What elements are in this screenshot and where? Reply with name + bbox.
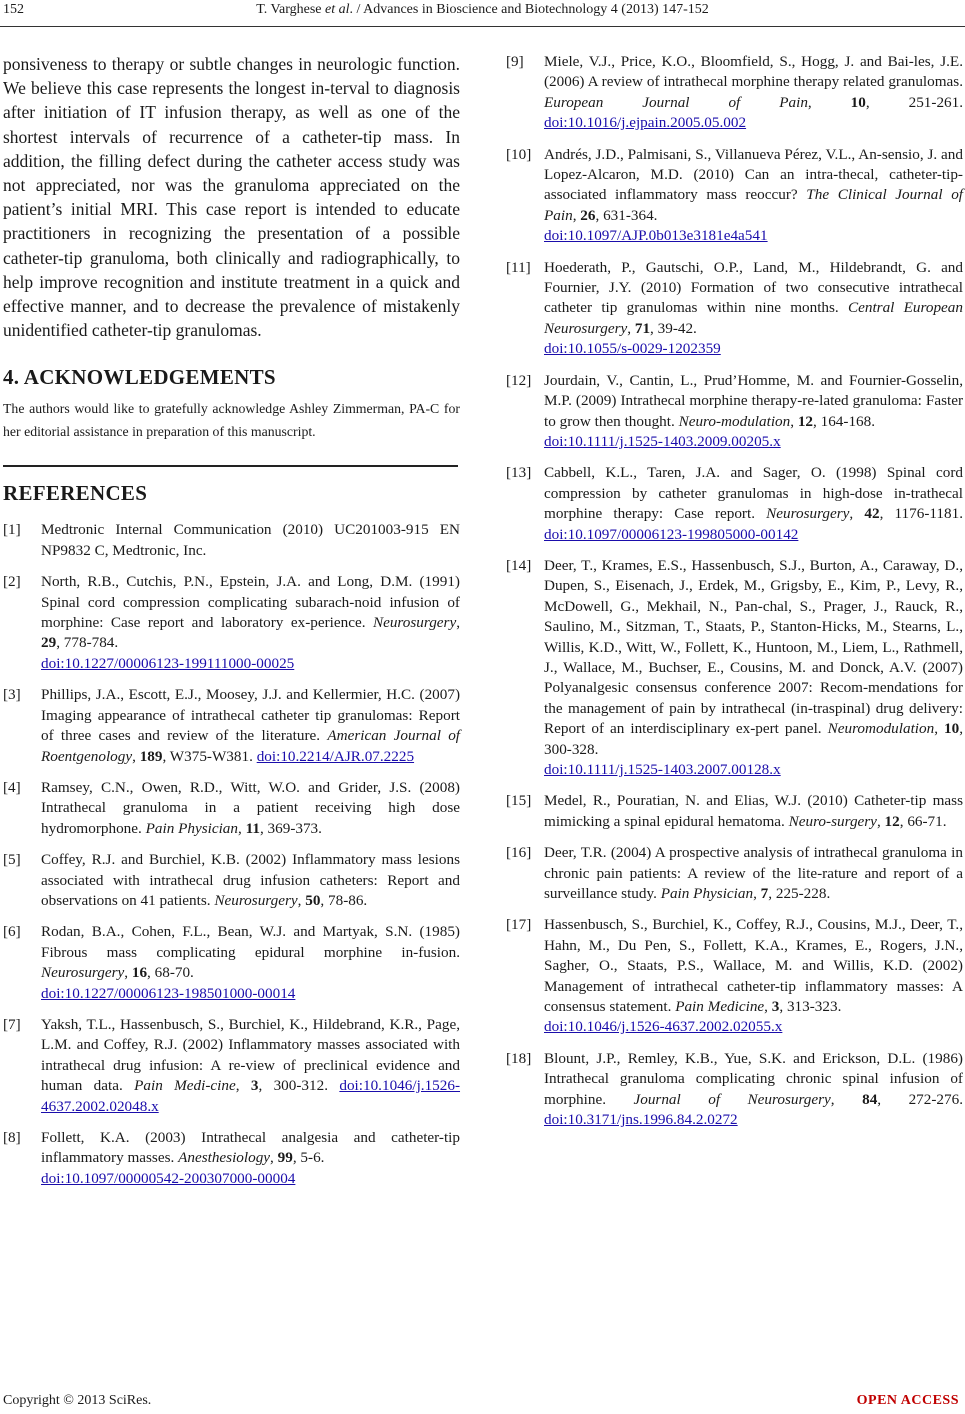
reference-text: Coffey, R.J. and Burchiel, K.B. (2002) Inflammatory mass lesions associated with intrathecal drug infusion catheters: Report and observations on 41 patients.: [41, 851, 460, 909]
reference-number: [1]: [3, 521, 21, 539]
reference-volume: 11: [245, 819, 260, 837]
page-number: 152: [3, 2, 24, 17]
reference-number: [5]: [3, 851, 21, 869]
reference-number: [18]: [506, 1049, 532, 1067]
reference-journal: Neurosurgery: [372, 614, 457, 632]
reference-doi-link[interactable]: doi:10.2214/AJR.07.2225: [256, 747, 415, 765]
reference-volume: 99: [277, 1149, 293, 1167]
reference-text: Cabbell, K.L., Taren, J.A. and Sager, O. (1998) Spinal cord compression by catheter granulomas in high-dose in-trathecal morphine therapy: Case report.: [544, 464, 963, 523]
reference-volume: 10: [850, 93, 866, 111]
reference-pages: , 164-168.: [813, 412, 876, 430]
reference-pages: , 778-784.: [56, 634, 119, 652]
open-access-badge: OPEN ACCESS: [856, 1393, 959, 1408]
reference-journal: Journal of Neurosurgery: [633, 1090, 831, 1108]
reference-volume: 84: [862, 1090, 878, 1108]
reference-number: [15]: [506, 792, 532, 810]
reference-pages: , 66-71.: [899, 812, 947, 830]
reference-volume: 29: [41, 634, 57, 652]
reference-volume: 3: [250, 1077, 259, 1095]
reference-item: [9] Miele, V.J., Price, K.O., Bloomfield, S., Hogg, J. and Bai-les, J.E. (2006) A review of intrathecal morphine therapy related granulomas. European Journal of Pain, 10, 251-261. doi:10.1016/j.ejpain.2005.05.002: [506, 53, 964, 132]
reference-number: [4]: [3, 778, 21, 796]
reference-number: [9]: [506, 53, 524, 70]
reference-journal: Pain Medicine: [675, 998, 765, 1016]
reference-item: [11] Hoederath, P., Gautschi, O.P., Land, M., Hildebrandt, G. and Fournier, J.Y. (2010) Formation of two consecutive intrathecal catheter tip granulomas within nine months. Central European Neurosurgery, 71, 39-42. doi:10.1055/s-0029-1202359: [506, 258, 963, 358]
reference-pages: , 300-312.: [258, 1077, 340, 1095]
reference-doi-link[interactable]: doi:10.3171/jns.1996.84.2.0272: [544, 1111, 738, 1129]
reference-text: Phillips, J.A., Escott, E.J., Moosey, J.J. and Kellermier, H.C. (2007) Imaging appearance of intrathecal catheter tip granulomas: Report of three cases and review of the literature.: [41, 686, 460, 745]
reference-journal: Neuromodulation: [827, 720, 935, 738]
reference-list-left: [3, 520, 460, 1189]
reference-pages: , 631-364.: [595, 206, 658, 224]
reference-pages: , 225-228.: [768, 885, 831, 903]
reference-text: Medel, R., Pouratian, N. and Elias, W.J. (2010) Catheter-tip mass mimicking a spinal epidural hematoma.: [544, 792, 963, 830]
copyright-notice: Copyright © 2013 SciRes.: [3, 1393, 152, 1408]
reference-pages: , 5-6.: [292, 1149, 325, 1167]
reference-doi-link[interactable]: doi:10.1097/00006123-199805000-00142: [544, 525, 799, 543]
reference-list-right: [506, 52, 963, 1131]
reference-volume: 42: [864, 505, 880, 523]
reference-doi-link[interactable]: doi:10.1227/00006123-199111000-00025: [41, 654, 295, 672]
reference-item: [7] Yaksh, T.L., Hassenbusch, S., Burchiel, K., Hildebrand, K.R., Page, L.M. and Coffey, R.J. (2002) Inflammatory masses associated with intrathecal drug infusion: A re-view of preclinical evidence and human data. Pain Medi-cine, 3, 300-312. doi:10.1046/j.1526-4637.2002.02048.x: [3, 1015, 461, 1115]
reference-journal: Pain Physician: [660, 885, 754, 903]
header-rule: [0, 26, 965, 27]
reference-item: [8] Follett, K.A. (2003) Intrathecal analgesia and catheter-tip inflammatory masses. Anesthesiology, 99, 5-6. doi:10.1097/00000542-200307000-00004: [3, 1129, 460, 1187]
reference-text: Yaksh, T.L., Hassenbusch, S., Burchiel, K., Hildebrand, K.R., Page, L.M. and Coffey, R.J. (2002) Inflammatory masses associated with intrathecal drug infusion: A re-view of preclinical evidence and human data.: [41, 1015, 460, 1095]
reference-number: [16]: [506, 844, 532, 862]
reference-text: Deer, T.R. (2004) A prospective analysis of intrathecal granuloma in chronic pain patients: A review of the lite-rature and report of a surveillance study.: [544, 844, 963, 903]
reference-item: [6] Rodan, B.A., Cohen, F.L., Bean, W.J. and Martyak, S.N. (1985) Fibrous mass complicating epidural morphine in-fusion. Neurosurgery, 16, 68-70. doi:10.1227/00006123-198501000-00014: [3, 923, 460, 1002]
acknowledgements-heading: 4. ACKNOWLEDGEMENTS: [3, 365, 276, 390]
reference-doi-link[interactable]: doi:10.1016/j.ejpain.2005.05.002: [544, 114, 747, 132]
reference-volume: 26: [580, 206, 596, 224]
reference-journal: American Journal of Roentgenology: [41, 727, 461, 765]
running-head-rest: . / Advances in Bioscience and Biotechnology 4 (2013) 147-152: [349, 2, 709, 17]
reference-journal: Neurosurgery: [766, 505, 850, 523]
running-header: [0, 0, 965, 22]
reference-number: [8]: [3, 1129, 21, 1146]
reference-item: [17] Hassenbusch, S., Burchiel, K., Coffey, R.J., Cousins, M.J., Deer, T., Hahn, M., Du Pen, S., Follett, K.A., Krames, E., Rogers, J.N., Sagher, O., Staats, P.S., Wallace, M. and Willis, K.D. (2002) Management of intrathecal catheter-tip inflammatory masses: A consensus statement. Pain Medicine, 3, 313-323. doi:10.1046/j.1526-4637.2002.02055.x: [506, 916, 963, 1036]
reference-text: Ramsey, C.N., Owen, R.D., Witt, W.O. and Grider, J.S. (2008) Intrathecal granuloma in a patient receiving high dose hydromorphone.: [41, 778, 460, 837]
reference-number: [17]: [506, 916, 532, 934]
reference-number: [10]: [506, 145, 532, 163]
reference-item: [12] Jourdain, V., Cantin, L., Prud’Homme, M. and Fournier-Gosselin, M.P. (2009) Intrathecal morphine therapy-re-lated granuloma: Faster to grow then thought. Neuro-modulation, 12, 164-168. doi:10.1111/j.1525-1403.2009.00205.x: [506, 371, 963, 450]
reference-journal: European Journal of Pain: [544, 93, 808, 111]
reference-item: [5] Coffey, R.J. and Burchiel, K.B. (2002) Inflammatory mass lesions associated with intrathecal drug infusion catheters: Report and observations on 41 patients. Neurosurgery, 50, 78-86.: [3, 851, 460, 909]
reference-text: Blount, J.P., Remley, K.B., Yue, S.K. and Erickson, D.L. (1986) Intrathecal granuloma complicating chronic spinal infusion of morphine.: [544, 1049, 963, 1108]
reference-number: [12]: [506, 371, 532, 389]
reference-pages: , 272-276.: [877, 1090, 963, 1108]
reference-journal: Neurosurgery: [214, 891, 298, 909]
reference-pages: , 78-86.: [320, 891, 368, 909]
reference-volume: 12: [797, 412, 814, 430]
reference-volume: 71: [634, 319, 651, 337]
reference-text: Hoederath, P., Gautschi, O.P., Land, M., Hildebrandt, G. and Fournier, J.Y. (2010) Formation of two consecutive intrathecal catheter tip granulomas within nine months.: [544, 258, 963, 317]
reference-journal: The Clinical Journal of Pain: [544, 186, 964, 224]
reference-journal: Anesthesiology: [178, 1149, 271, 1167]
reference-text: Miele, V.J., Price, K.O., Bloomfield, S., Hogg, J. and Bai-les, J.E. (2006) A review of intrathecal morphine therapy related granulomas.: [544, 53, 963, 91]
reference-pages: , 300-328.: [544, 720, 964, 758]
reference-item: [13] Cabbell, K.L., Taren, J.A. and Sager, O. (1998) Spinal cord compression by catheter granulomas in high-dose in-trathecal morphine therapy: Case report. Neurosurgery, 42, 1176-1181. doi:10.1097/00006123-199805000-00142: [506, 464, 963, 543]
reference-number: [3]: [3, 686, 21, 704]
reference-volume: 12: [884, 812, 900, 830]
reference-item: [14] Deer, T., Krames, E.S., Hassenbusch, S.J., Burton, A., Caraway, D., Dupen, S., Eisenach, J., Erdek, M., Grigsby, E., Kim, P., Levy, R., McDowell, G., Mekhail, N., Pan-chal, S., Prager, J., Rauck, R., Saulino, M., Sitzman, T., Staats, P., Stanton-Hicks, M., Stearns, L., Willis, K.D., Witt, W., Follett, K., Huntoon, M., Liem, L., Rathmell, J., Wallace, M., Buchser, E., Cousins, M. and Donck, A.V. (2007) Polyanalgesic consensus conference 2007: Recom-mendations for the management of pain by intrathecal (in-traspinal) drug delivery: Report of an interdisciplinary ex-pert panel. Neuromodulation, 10, 300-328. doi:10.1111/j.1525-1403.2007.00128.x: [506, 556, 964, 778]
reference-journal: Pain Physician: [145, 819, 238, 837]
reference-number: [11]: [506, 258, 531, 276]
reference-doi-link[interactable]: doi:10.1046/j.1526-4637.2002.02048.x: [41, 1077, 461, 1115]
reference-item: [3, 520, 460, 561]
reference-doi-link[interactable]: doi:10.1227/00006123-198501000-00014: [41, 984, 296, 1002]
reference-pages: , 1176-1181.: [879, 505, 963, 523]
reference-item: [18] Blount, J.P., Remley, K.B., Yue, S.K. and Erickson, D.L. (1986) Intrathecal granuloma complicating chronic spinal infusion of morphine. Journal of Neurosurgery, 84, 272-276. doi:10.3171/jns.1996.84.2.0272: [506, 1049, 963, 1129]
reference-journal: Neuro-surgery: [788, 812, 877, 830]
reference-item: [2] North, R.B., Cutchis, P.N., Epstein, J.A. and Long, D.M. (1991) Spinal cord compression complicating subarach-noid infusion of morphine: Case report and laboratory ex-perience. Neurosurgery, 29, 778-784. doi:10.1227/00006123-199111000-00025: [3, 573, 460, 672]
reference-text: Deer, T., Krames, E.S., Hassenbusch, S.J., Burton, A., Caraway, D., Dupen, S., Eisenach, J., Erdek, M., Grigsby, E., Kim, P., Levy, R., McDowell, G., Mekhail, N., Pan-chal, S., Prager, J., Rauck, R., Saulino, M., Sitzman, T., Staats, P., Stanton-Hicks, M., Stearns, L., Willis, K.D., Witt, W., Follett, K., Huntoon, M., Liem, L., Rathmell, J., Wallace, M., Buchser, E., Cousins, M. and Donck, A.V. (2007) Polyanalgesic consensus conference 2007: Recom-mendations for the management of pain by intrathecal (in-traspinal) drug delivery: Report of an interdisciplinary ex-pert panel.: [544, 556, 963, 738]
reference-doi-link[interactable]: doi:10.1097/AJP.0b013e3181e4a541: [544, 227, 768, 245]
reference-number: [6]: [3, 923, 21, 941]
reference-doi-link[interactable]: doi:10.1111/j.1525-1403.2009.00205.x: [544, 432, 781, 450]
reference-journal: Neurosurgery: [41, 964, 125, 982]
right-column: [506, 52, 963, 1142]
running-head-etal: et al: [325, 2, 350, 17]
reference-doi-link[interactable]: doi:10.1046/j.1526-4637.2002.02055.x: [544, 1018, 783, 1036]
reference-text: Hassenbusch, S., Burchiel, K., Coffey, R.J., Cousins, M.J., Deer, T., Hahn, M., Du Pen, S., Follett, K.A., Krames, E., Rogers, J.N., Sagher, O., Staats, P.S., Wallace, M. and Willis, K.D. (2002) Management of intrathecal catheter-tip inflammatory masses: A consensus statement.: [544, 916, 963, 1016]
running-head: [0, 2, 965, 18]
reference-journal: Pain Medi-cine: [134, 1077, 236, 1095]
reference-text: Medtronic Internal Communication (2010) UC201003-915 EN NP9832 C, Medtronic, Inc.: [41, 521, 460, 559]
reference-item: [10] Andrés, J.D., Palmisani, S., Villanueva Pérez, V.L., An-sensio, J. and Lopez-Alcaron, M.D. (2010) Can an intra-thecal, catheter-tip-associated inflammatory mass reoccur? The Clinical Journal of Pain, 26, 631-364. doi:10.1097/AJP.0b013e3181e4a541: [506, 145, 964, 245]
reference-pages: , 313-323.: [779, 998, 842, 1016]
section-divider: [3, 465, 458, 467]
references-heading: REFERENCES: [3, 481, 148, 506]
left-column: [3, 52, 460, 1200]
reference-number: [7]: [3, 1015, 21, 1033]
running-head-authors: T. Varghese: [256, 2, 326, 17]
reference-doi-link[interactable]: doi:10.1097/00000542-200307000-00004: [41, 1169, 296, 1187]
reference-volume: 16: [131, 964, 148, 982]
reference-text: Follett, K.A. (2003) Intrathecal analgesia and catheter-tip inflammatory masses.: [41, 1129, 460, 1167]
reference-doi-link[interactable]: doi:10.1111/j.1525-1403.2007.00128.x: [544, 761, 781, 778]
reference-item: [3] Phillips, J.A., Escott, E.J., Moosey, J.J. and Kellermier, H.C. (2007) Imaging appearance of intrathecal catheter tip granulomas: Report of three cases and review of the literature. American Journal of Roentgenology, 189, W375-W381. doi:10.2214/AJR.07.2225: [3, 686, 461, 765]
reference-item: [4] Ramsey, C.N., Owen, R.D., Witt, W.O. and Grider, J.S. (2008) Intrathecal granuloma in a patient receiving high dose hydromorphone. Pain Physician, 11, 369-373.: [3, 778, 460, 837]
reference-doi-link[interactable]: doi:10.1055/s-0029-1202359: [544, 340, 721, 358]
reference-number: [14]: [506, 556, 532, 574]
reference-volume: 50: [305, 891, 321, 909]
reference-item: [15] Medel, R., Pouratian, N. and Elias, W.J. (2010) Catheter-tip mass mimicking a spinal epidural hematoma. Neuro-surgery, 12, 66-71.: [506, 792, 963, 830]
reference-text: North, R.B., Cutchis, P.N., Epstein, J.A. and Long, D.M. (1991) Spinal cord compression complicating subarach-noid infusion of morphine: Case report and laboratory ex-perience.: [41, 573, 460, 632]
reference-journal: Neuro-modulation: [678, 412, 791, 430]
reference-volume: 189: [139, 747, 163, 765]
reference-text: Andrés, J.D., Palmisani, S., Villanueva Pérez, V.L., An-sensio, J. and Lopez-Alcaron, M.D. (2010) Can an intra-thecal, catheter-tip-associated inflammatory mass reoccur?: [544, 145, 963, 204]
reference-volume: 3: [771, 998, 780, 1016]
reference-number: [2]: [3, 573, 21, 591]
reference-pages: , W375-W381.: [162, 747, 257, 765]
body-paragraph: ponsiveness to therapy or subtle changes in neurologic function. We believe this case represents the longest in-terval to diagnosis after initiation of IT infusion therapy, as well as one of the shortest intervals of recurrence of a catheter-tip mass. In addition, the filling defect during the catheter access study was not appreciated, nor was the granuloma appreciated on the patient’s initial MRI. This case report is intended to educate practitioners in recognizing the presentation of a possible catheter-tip granuloma, both clinically and radiographically, to help improve recognition and institute treatment in a quick and effective manner, and to decrease the prevalence of mistakenly unidentified catheter-tip granulomas.: [3, 54, 460, 341]
reference-pages: , 68-70.: [147, 964, 194, 982]
reference-number: [13]: [506, 464, 532, 482]
reference-journal: Central European Neurosurgery: [544, 299, 963, 337]
reference-pages: , 251-261.: [865, 93, 964, 111]
reference-pages: , 39-42.: [650, 319, 697, 337]
reference-pages: , 369-373.: [259, 819, 322, 837]
reference-item: [16] Deer, T.R. (2004) A prospective analysis of intrathecal granuloma in chronic pain patients: A review of the lite-rature and report of a surveillance study. Pain Physician, 7, 225-228.: [506, 844, 963, 903]
reference-text: Rodan, B.A., Cohen, F.L., Bean, W.J. and Martyak, S.N. (1985) Fibrous mass complicating epidural morphine in-fusion.: [41, 923, 460, 961]
acknowledgements-text: The authors would like to gratefully acknowledge Ashley Zimmerman, PA-C for her editorial assistance in preparation of this manuscript.: [3, 401, 460, 439]
reference-volume: 7: [760, 885, 769, 903]
reference-volume: 10: [944, 720, 960, 738]
reference-text: Jourdain, V., Cantin, L., Prud’Homme, M. and Fournier-Gosselin, M.P. (2009) Intrathecal morphine therapy-re-lated granuloma: Faster to grow then thought.: [544, 371, 963, 430]
